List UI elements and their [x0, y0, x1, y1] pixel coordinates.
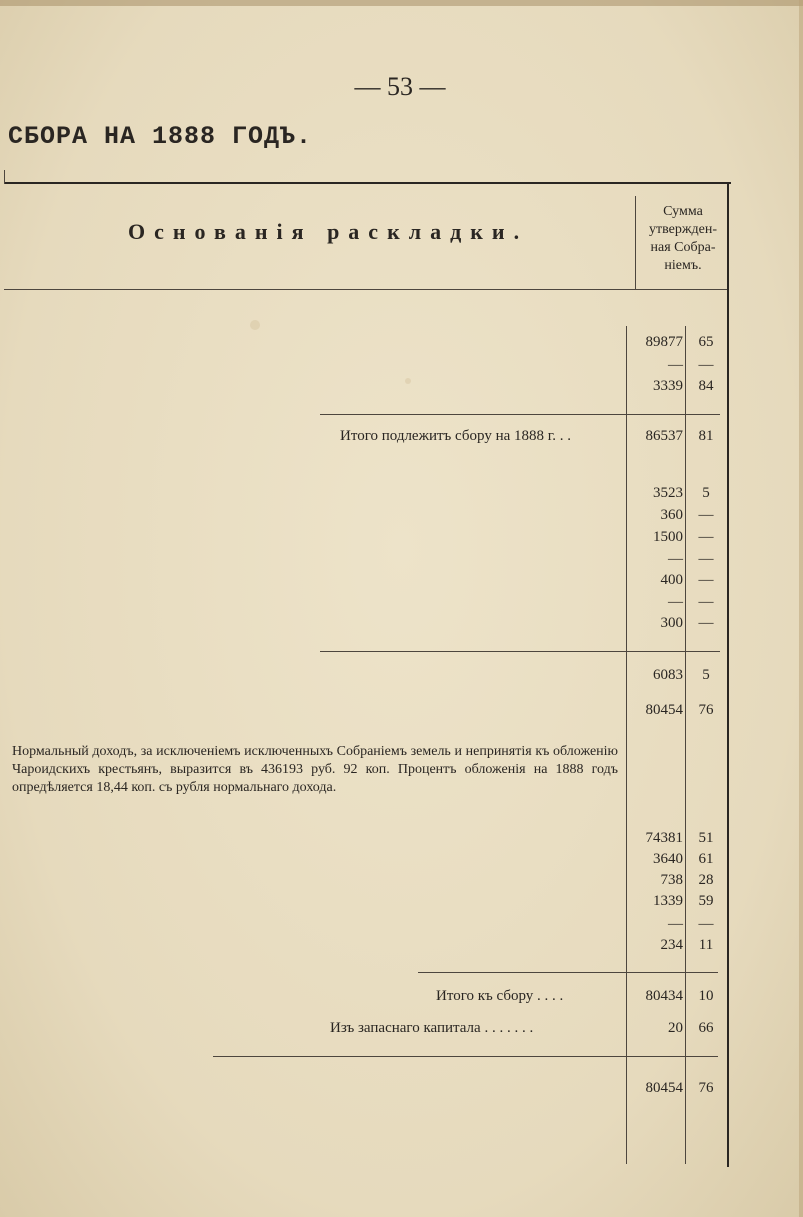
amount-rub: 1339: [653, 893, 683, 909]
sum-header-line: ніемъ.: [664, 258, 702, 273]
subtotal-rule: [418, 972, 718, 973]
table-left-tick: [4, 170, 5, 184]
amount-rub: 20: [668, 1020, 683, 1036]
amount-kop: 76: [698, 702, 714, 718]
amount-kop: 84: [698, 378, 714, 394]
page-top-edge: [0, 0, 803, 6]
amount-rub: 80454: [645, 702, 683, 718]
amount-kop: —: [698, 507, 714, 523]
amount-rub: 86537: [645, 428, 683, 444]
amount-kop: —: [698, 916, 714, 932]
amount-rub: 3339: [653, 378, 683, 394]
paper-stain: [250, 320, 260, 330]
amount-kop: 51: [698, 830, 714, 846]
row-label: Итого подлежитъ сбору на 1888 г. . .: [340, 428, 571, 444]
column-header-sum: [637, 203, 729, 275]
amount-kop: —: [698, 529, 714, 545]
amount-kop: 5: [702, 485, 710, 501]
amount-rub: 738: [660, 872, 683, 888]
header-bottom-rule: [4, 289, 727, 290]
column-header-basis: Основанія раскладки.: [128, 219, 529, 244]
amount-rub: 89877: [645, 334, 683, 350]
amount-rub: —: [668, 916, 683, 932]
amount-kop: 11: [698, 937, 714, 953]
amount-kop: —: [698, 615, 714, 631]
sum-header-line: ная Собра-: [650, 240, 716, 255]
amount-kop: 61: [698, 851, 714, 867]
amount-rub: 6083: [653, 667, 683, 683]
total-rule: [213, 1056, 718, 1057]
amount-kop: 66: [698, 1020, 714, 1036]
amount-rub: —: [668, 594, 683, 610]
amount-rub: —: [668, 357, 683, 373]
subtotal-rule: [320, 651, 720, 652]
amount-kop: 59: [698, 893, 714, 909]
paper-stain: [405, 378, 411, 384]
amount-kop: 81: [698, 428, 714, 444]
row-label: Итого къ сбору . . . .: [436, 988, 564, 1004]
amount-rub: 74381: [645, 830, 683, 846]
table-right-border: [727, 182, 729, 1167]
amount-kop: —: [698, 594, 714, 610]
sum-header-line: Сумма: [663, 204, 703, 219]
amount-rub: 1500: [653, 529, 683, 545]
amount-rub: 3523: [653, 485, 683, 501]
amount-kop: —: [698, 357, 714, 373]
amount-kop: 28: [698, 872, 714, 888]
amount-kop: 65: [698, 334, 714, 350]
amount-kop: 10: [698, 988, 714, 1004]
amount-kop: —: [698, 572, 714, 588]
sum-header-line: утвержден-: [648, 222, 718, 237]
rub-kop-divider: [685, 326, 686, 1164]
amount-rub: 360: [660, 507, 683, 523]
page-number: — 53 —: [354, 72, 446, 101]
row-label: Изъ запаснаго капитала . . . . . . .: [330, 1020, 534, 1036]
amount-rub: 300: [660, 615, 683, 631]
page-right-edge: [799, 0, 803, 1217]
normal-income-paragraph: Нормальный доходъ, за исключеніемъ исключенныхъ Собраніемъ земель и непринятія къ обложенію Чароидскихъ крестьянъ, выразится въ 436193 руб. 92 коп. Процентъ обложенія на 1888 годъ опредѣляется 18,44 коп. съ рубля нормальнаго дохода.: [12, 744, 618, 795]
amount-rub: 400: [660, 572, 683, 588]
amount-rub: 3640: [653, 851, 683, 867]
amount-rub: 80434: [645, 988, 683, 1004]
amount-kop: —: [698, 551, 714, 567]
amount-kop: 76: [698, 1080, 714, 1096]
header-divider: [635, 196, 636, 290]
subtotal-rule: [320, 414, 720, 415]
amount-rub: 234: [660, 937, 683, 953]
rub-column-left-rule: [626, 326, 627, 1164]
amount-kop: 5: [702, 667, 710, 683]
page-heading: СБОРА НА 1888 ГОДЪ.: [8, 122, 313, 151]
amount-rub: —: [668, 551, 683, 567]
table-top-rule: [4, 182, 731, 184]
amount-rub: 80454: [645, 1080, 683, 1096]
